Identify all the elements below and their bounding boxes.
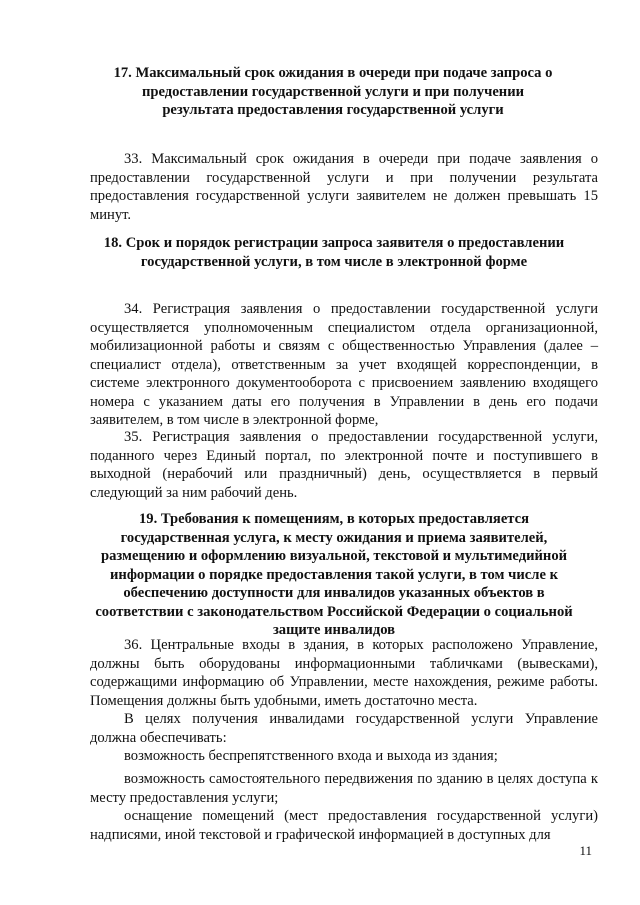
- paragraph-34: 34. Регистрация заявления о предоставлении государственной услуги осуществляется уполномоченным специалистом отдела организационной, мобилизационной работы и связям с общественностью Управления (далее – специалист отдела), ответственным за учет входящей корреспонденции, в системе электронного документооборота с присвоением заявлению входящего номера с указанием даты его получения в Управлении в день его подачи заявителем, в том числе в электронной форме,: [90, 301, 598, 428]
- paragraph-equipment: оснащение помещений (мест предоставления государственной услуги) надписями, иной текстовой и графической информацией в доступных для: [90, 808, 598, 843]
- paragraph-free-entry: возможность беспрепятственного входа и выхода из здания;: [124, 748, 498, 764]
- section-17-heading: 17. Максимальный срок ожидания в очереди при подаче запроса о предоставлении государственной услуги и при получении результата предоставления государственной услуги: [113, 65, 553, 118]
- section-18-heading: 18. Срок и порядок регистрации запроса заявителя о предоставлении государственной услуги, в том числе в электронной форме: [103, 235, 565, 270]
- section-19-heading: 19. Требования к помещениям, в которых предоставляется государственная услуга, к месту ожидания и приема заявителей, размещению и оформлению визуальной, текстовой и мультимедийной информации о порядке предоставления такой услуги, в том числе к обеспечению доступности для инвалидов указанных объектов в соответствии с законодательством Российской Федерации о социальной защите инвалидов: [95, 511, 573, 638]
- paragraph-disabled-access-intro: В целях получения инвалидами государственной услуги Управление должна обеспечивать:: [90, 711, 598, 746]
- paragraph-35: 35. Регистрация заявления о предоставлении государственной услуги, поданного через Единый портал, по электронной почте и поступившего в выходной (нерабочий или праздничный) день, осуществляется в первый следующий за ним рабочий день.: [90, 429, 598, 501]
- paragraph-free-movement: возможность самостоятельного передвижения по зданию в целях доступа к месту предоставления услуги;: [90, 771, 598, 806]
- page-number: 11: [579, 843, 592, 858]
- paragraph-33: 33. Максимальный срок ожидания в очереди при подаче заявления о предоставлении государственной услуги и при получении результата предоставления государственной услуги заявителем не должен превышать 15 минут.: [90, 151, 598, 223]
- paragraph-36: 36. Центральные входы в здания, в которых расположено Управление, должны быть оборудованы информационными табличками (вывесками), содержащими информацию об Управлении, месте нахождения, режиме работы. Помещения должны быть удобными, иметь достаточно места.: [90, 637, 598, 709]
